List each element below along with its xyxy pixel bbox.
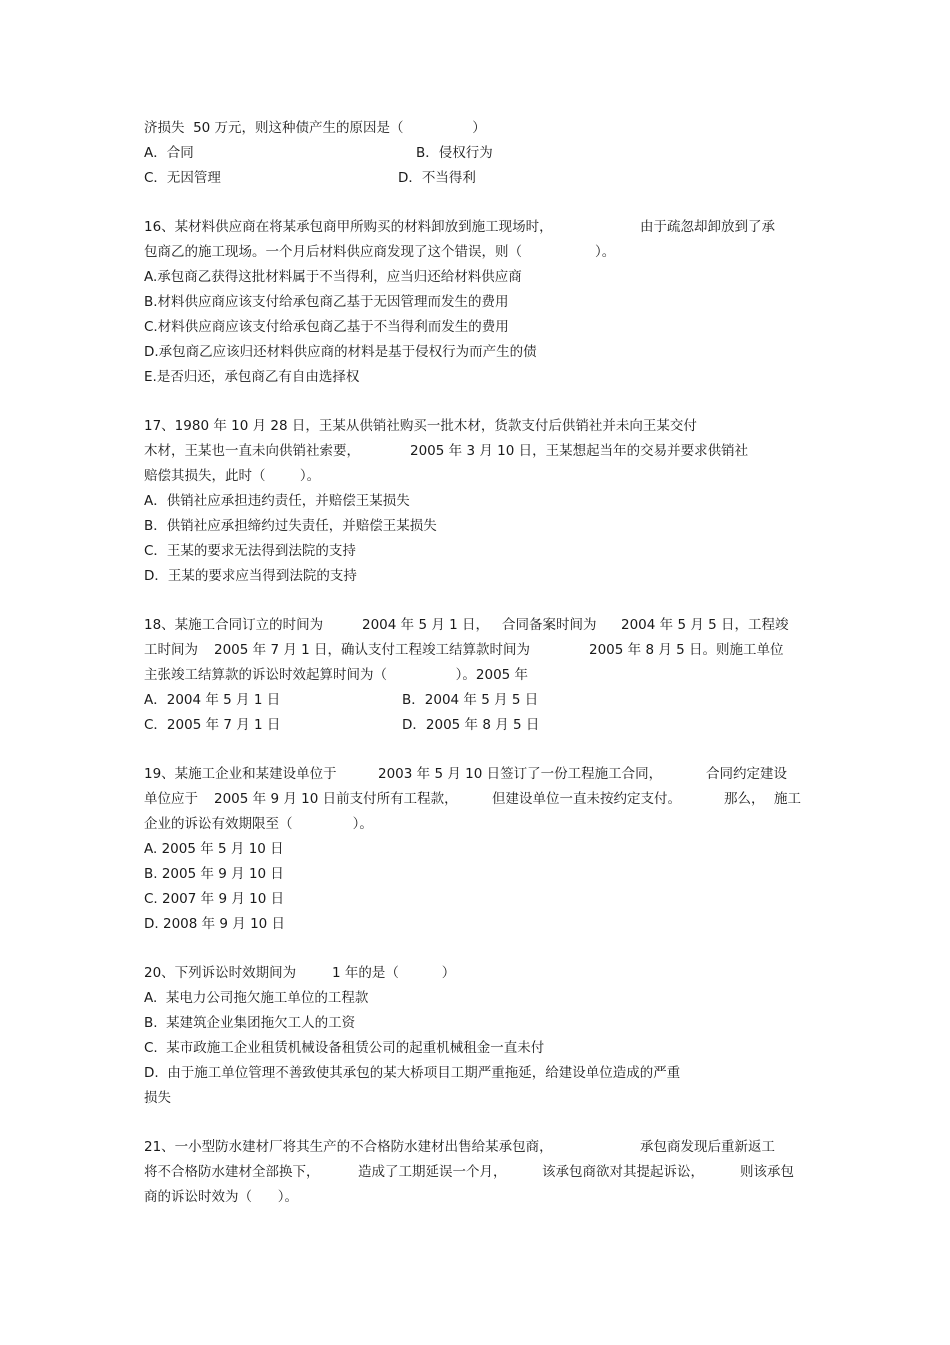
question-stem: 将不合格防水建材全部换下，: [144, 1164, 320, 1180]
option-d-continued: 损失: [144, 1090, 171, 1106]
question-stem: 那么，: [724, 791, 765, 807]
document-page: [144, 116, 814, 1210]
question-stem: 木材，王某也一直未向供销社索要，: [144, 443, 360, 459]
question-stem: 商的诉讼时效为（ ）。: [144, 1189, 298, 1205]
option-row: [144, 688, 814, 713]
question-stem: 2005 年 9 月 10 日前支付所有工程款，: [214, 791, 458, 807]
question-stem: 16、某材料供应商在将某承包商甲所购买的材料卸放到施工现场时，: [144, 219, 553, 235]
question-stem: 2005 年 8 月 5 日。则施工单位: [589, 642, 784, 658]
option-c: C.材料供应商应该支付给承包商乙基于不当得利而发生的费用: [144, 319, 509, 335]
question-stem: 主张竣工结算款的诉讼时效起算时间为（ ）。2005 年: [144, 667, 529, 683]
question-15-tail: [144, 116, 814, 191]
option-a: A. 某电力公司拖欠施工单位的工程款: [144, 990, 369, 1006]
question-stem: 2004 年 5 月 5 日，工程竣: [621, 617, 789, 633]
question-19: [144, 762, 814, 937]
question-21: [144, 1135, 814, 1210]
option-d: D．王某的要求应当得到法院的支持: [144, 568, 357, 584]
question-stem: 2005 年 3 月 10 日，王某想起当年的交易并要求供销社: [410, 443, 749, 459]
option-a: A．2004 年 5 月 1 日: [144, 692, 281, 708]
question-stem: 工时间为: [144, 642, 198, 658]
question-18: [144, 613, 814, 738]
question-stem: 1 年的是（ ）: [332, 965, 456, 981]
option-row: [144, 713, 814, 738]
option-e: E.是否归还，承包商乙有自由选择权: [144, 369, 360, 385]
option-d: D.承包商乙应该归还材料供应商的材料是基于侵权行为而产生的债: [144, 344, 537, 360]
option-row: [144, 141, 814, 166]
option-b: B．2004 年 5 月 5 日: [402, 692, 539, 708]
question-stem: 承包商发现后重新返工: [640, 1139, 775, 1155]
question-stem: 由于疏忽却卸放到了承: [640, 219, 775, 235]
option-c: C．2005 年 7 月 1 日: [144, 717, 281, 733]
option-b: B．侵权行为: [416, 145, 493, 161]
option-d: D. 由于施工单位管理不善致使其承包的某大桥项目工期严重拖延，给建设单位造成的严重: [144, 1065, 681, 1081]
question-stem: 合同约定建设: [706, 766, 787, 782]
question-stem: 2003 年 5 月 10 日签订了一份工程施工合同，: [378, 766, 663, 782]
option-a: A．合同: [144, 145, 194, 161]
option-d: D．不当得利: [398, 170, 476, 186]
question-stem: 17、1980 年 10 月 28 日，王某从供销社购买一批木材，货款支付后供销社并未向王某交付: [144, 418, 697, 434]
option-c: C. 某市政施工企业租赁机械设备租赁公司的起重机械租金一直未付: [144, 1040, 545, 1056]
question-stem: 合同备案时间为: [502, 617, 597, 633]
question-17: [144, 414, 814, 589]
option-b: B.材料供应商应该支付给承包商乙基于无因管理而发生的费用: [144, 294, 509, 310]
option-d: D. 2008 年 9 月 10 日: [144, 916, 286, 932]
question-stem: 21、一小型防水建材厂将其生产的不合格防水建材出售给某承包商，: [144, 1139, 553, 1155]
option-b: B．供销社应承担缔约过失责任，并赔偿王某损失: [144, 518, 437, 534]
question-stem: 但建设单位一直未按约定支付。: [492, 791, 681, 807]
option-b: B. 某建筑企业集团拖欠工人的工资: [144, 1015, 356, 1031]
question-stem: 20、下列诉讼时效期间为: [144, 965, 297, 981]
question-stem: 19、某施工企业和某建设单位于: [144, 766, 337, 782]
question-stem: 2005 年 7 月 1 日，确认支付工程竣工结算款时间为: [214, 642, 530, 658]
question-stem: 济损失 50 万元，则这种债产生的原因是（ ）: [144, 120, 486, 136]
question-stem: 则该承包: [740, 1164, 794, 1180]
option-c: C. 2007 年 9 月 10 日: [144, 891, 285, 907]
question-stem: 单位应于: [144, 791, 198, 807]
question-stem: 施工: [774, 791, 801, 807]
option-a: A. 2005 年 5 月 10 日: [144, 841, 284, 857]
question-stem: 18、某施工合同订立的时间为: [144, 617, 324, 633]
question-20: [144, 961, 814, 1111]
option-a: A.承包商乙获得这批材料属于不当得利，应当归还给材料供应商: [144, 269, 522, 285]
option-a: A．供销社应承担违约责任，并赔偿王某损失: [144, 493, 410, 509]
option-b: B. 2005 年 9 月 10 日: [144, 866, 284, 882]
question-stem: 造成了工期延误一个月，: [358, 1164, 507, 1180]
option-c: C．无因管理: [144, 170, 221, 186]
question-stem: 赔偿其损失，此时（ ）。: [144, 468, 321, 484]
question-stem: 包商乙的施工现场。一个月后材料供应商发现了这个错误，则（ ）。: [144, 244, 616, 260]
option-c: C．王某的要求无法得到法院的支持: [144, 543, 356, 559]
question-stem: 该承包商欲对其提起诉讼，: [542, 1164, 704, 1180]
question-stem: 2004 年 5 月 1 日，: [362, 617, 489, 633]
option-row: [144, 166, 814, 191]
question-16: [144, 215, 814, 390]
question-stem: 企业的诉讼有效期限至（ ）。: [144, 816, 373, 832]
option-d: D．2005 年 8 月 5 日: [402, 717, 540, 733]
